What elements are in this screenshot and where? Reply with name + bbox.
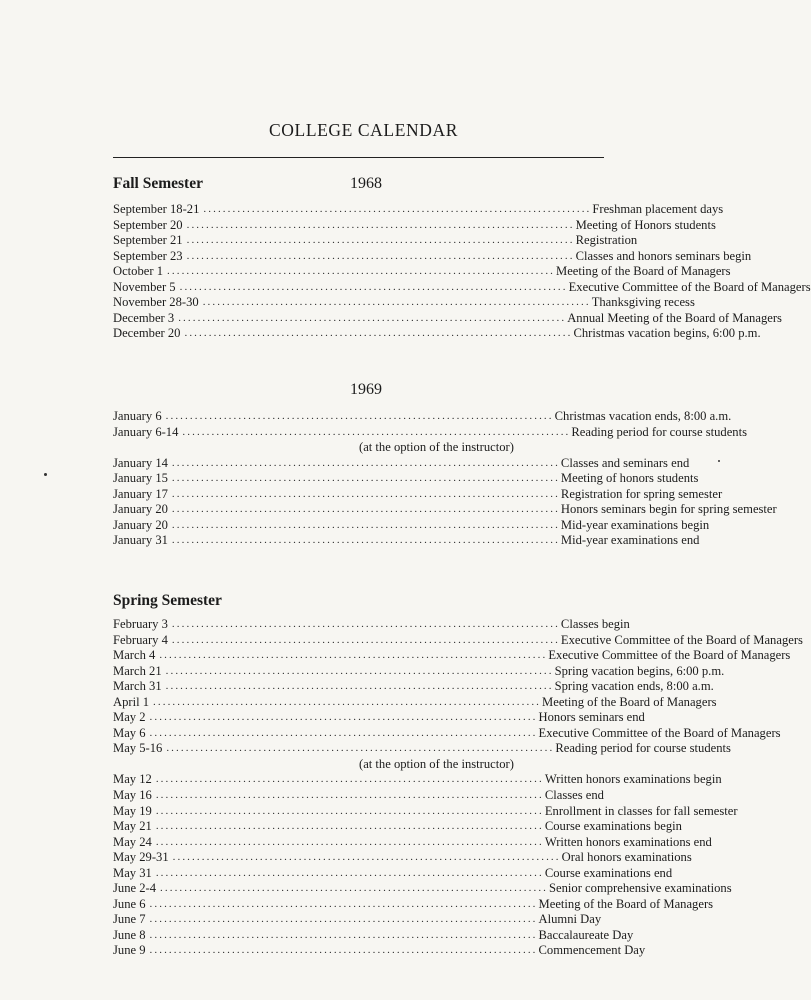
date-cell <box>113 897 538 913</box>
spring-calendar-list <box>113 617 803 959</box>
leader-dots: ................................................................................ <box>184 327 573 340</box>
event-text: Meeting of honors students <box>560 471 699 486</box>
winter-calendar-list <box>113 409 777 549</box>
event-text: Registration for spring semester <box>560 486 723 501</box>
fall-calendar-list <box>113 202 811 342</box>
leader-dots: ................................................................................ <box>160 882 549 895</box>
calendar-row <box>113 632 803 649</box>
event-text: Executive Committee of the Board of Managers <box>548 648 791 663</box>
calendar-row <box>113 502 777 518</box>
date-cell <box>113 726 538 742</box>
leader-dots: ................................................................................ <box>149 726 538 739</box>
event-text: Meeting of Honors students <box>575 217 716 232</box>
calendar-row <box>113 326 761 342</box>
calendar-row <box>113 725 781 742</box>
leader-dots: ................................................................................ <box>149 928 538 941</box>
event-text: Executive Committee of the Board of Managers <box>538 725 781 740</box>
calendar-row <box>113 865 673 882</box>
date-cell <box>113 912 538 928</box>
event-text: Reading period for course students <box>555 741 731 756</box>
leader-dots: ................................................................................ <box>149 913 538 926</box>
event-text: Mid-year examinations begin <box>560 517 710 532</box>
date-cell <box>113 943 538 959</box>
date-text: May 2 <box>113 710 146 725</box>
calendar-row <box>113 409 732 425</box>
date-cell <box>113 679 554 695</box>
calendar-row <box>113 803 738 820</box>
event-text: Spring vacation ends, 8:00 a.m. <box>554 679 714 694</box>
event-text: Commencement Day <box>538 943 646 958</box>
leader-dots: ................................................................................ <box>155 835 544 848</box>
event-text: Executive Committee of the Board of Managers <box>568 279 811 294</box>
leader-dots: ................................................................................ <box>155 820 544 833</box>
calendar-row <box>113 912 613 928</box>
leader-dots: ................................................................................ <box>171 633 560 646</box>
leader-dots: ................................................................................ <box>171 472 560 485</box>
calendar-row <box>113 248 752 265</box>
date-text: May 29-31 <box>113 850 169 865</box>
date-text: September 20 <box>113 217 183 232</box>
date-text: May 24 <box>113 834 152 849</box>
calendar-row <box>113 471 699 487</box>
date-cell <box>113 456 560 472</box>
calendar-row <box>113 819 682 835</box>
date-text: March 31 <box>113 679 162 694</box>
event-text: Annual Meeting of the Board of Managers <box>567 310 782 325</box>
leader-dots: ................................................................................ <box>202 296 591 309</box>
event-text: Christmas vacation ends, 8:00 a.m. <box>554 409 732 423</box>
date-text: September 18-21 <box>113 202 200 216</box>
calendar-row <box>113 663 725 680</box>
calendar-row <box>113 710 645 726</box>
date-text: May 5-16 <box>113 741 163 756</box>
calendar-row <box>113 694 717 711</box>
calendar-row <box>113 943 646 959</box>
date-text: January 17 <box>113 486 168 501</box>
date-cell <box>113 249 575 265</box>
date-text: May 31 <box>113 865 152 880</box>
date-text: March 4 <box>113 648 156 663</box>
leader-dots: ................................................................................ <box>178 311 567 324</box>
event-text: (at the option of the instructor) <box>359 440 514 455</box>
leader-dots: ................................................................................ <box>171 534 560 547</box>
date-text: February 4 <box>113 632 168 647</box>
date-cell <box>113 664 554 680</box>
date-cell <box>113 425 570 441</box>
date-text: December 3 <box>113 310 175 325</box>
date-text: June 2-4 <box>113 881 157 896</box>
calendar-row <box>113 233 638 249</box>
date-text: September 21 <box>113 233 183 248</box>
event-text: Honors seminars begin for spring semester <box>560 502 777 517</box>
calendar-row <box>113 295 695 311</box>
date-cell <box>113 264 555 280</box>
date-cell <box>113 202 591 218</box>
calendar-row <box>113 455 690 472</box>
event-text: Classes end <box>544 788 604 803</box>
date-cell <box>113 757 316 773</box>
date-cell <box>113 533 560 549</box>
date-cell <box>113 772 544 788</box>
leader-dots: ................................................................................ <box>165 664 554 677</box>
event-text: (at the option of the instructor) <box>359 756 514 771</box>
date-cell <box>113 487 560 503</box>
calendar-row <box>113 679 714 695</box>
date-cell <box>113 633 560 649</box>
calendar-row <box>113 617 630 633</box>
calendar-row <box>113 310 782 327</box>
leader-dots: ................................................................................ <box>171 503 560 516</box>
fall-semester-heading: Fall Semester <box>113 175 203 192</box>
event-text: Course examinations end <box>544 865 673 880</box>
date-cell <box>113 502 560 518</box>
leader-dots: ................................................................................ <box>149 711 538 724</box>
event-text: Meeting of the Board of Managers <box>542 694 717 709</box>
calendar-row <box>113 881 732 897</box>
event-text: Thanksgiving recess <box>591 295 695 310</box>
calendar-row <box>113 927 634 944</box>
date-text: February 3 <box>113 617 168 631</box>
date-cell <box>113 835 544 851</box>
date-text: June 7 <box>113 912 146 927</box>
date-cell <box>113 804 544 820</box>
paper-speck <box>718 460 720 462</box>
leader-dots: ................................................................................ <box>179 280 568 293</box>
leader-dots: ................................................................................ <box>171 618 560 630</box>
leader-dots: ................................................................................ <box>167 265 556 278</box>
event-text: Written honors examinations begin <box>544 772 722 787</box>
date-text: May 16 <box>113 788 152 803</box>
page-title: COLLEGE CALENDAR <box>269 120 458 140</box>
leader-dots: ................................................................................ <box>203 203 592 215</box>
calendar-row <box>113 850 692 866</box>
date-cell <box>113 471 560 487</box>
date-cell <box>113 850 561 866</box>
date-cell <box>113 695 541 711</box>
calendar-row <box>113 788 613 804</box>
date-text: November 28-30 <box>113 295 199 310</box>
calendar-row <box>113 440 613 456</box>
event-text: Mid-year examinations end <box>560 533 700 548</box>
date-text: December 20 <box>113 326 181 341</box>
event-text: Registration <box>575 233 638 248</box>
date-cell <box>113 440 316 456</box>
calendar-row <box>113 896 714 913</box>
leader-dots: ................................................................................ <box>155 789 544 802</box>
event-text: Christmas vacation begins, 6:00 p.m. <box>573 326 761 341</box>
date-cell <box>113 295 591 311</box>
year-1968: 1968 <box>350 175 382 192</box>
date-cell <box>113 866 544 882</box>
date-text: June 9 <box>113 943 146 958</box>
date-cell <box>113 788 544 804</box>
calendar-row <box>113 202 724 218</box>
leader-dots: ................................................................................ <box>165 410 554 422</box>
date-cell <box>113 409 554 425</box>
event-text: Spring vacation begins, 6:00 p.m. <box>554 663 725 678</box>
leader-dots: ................................................................................ <box>171 487 560 500</box>
date-cell <box>113 648 547 664</box>
date-cell <box>113 928 538 944</box>
date-text: January 14 <box>113 455 168 470</box>
date-cell <box>113 710 538 726</box>
date-text: January 15 <box>113 471 168 486</box>
date-text: June 6 <box>113 896 146 911</box>
calendar-row <box>113 834 712 851</box>
date-text: January 20 <box>113 517 168 532</box>
event-text: Baccalaureate Day <box>538 927 634 942</box>
leader-dots: ................................................................................ <box>171 456 560 469</box>
date-cell <box>113 280 568 296</box>
event-text: Course examinations begin <box>544 819 682 834</box>
event-text: Freshman placement days <box>592 202 724 216</box>
date-text: April 1 <box>113 694 150 709</box>
date-cell <box>113 617 560 633</box>
calendar-row <box>113 486 723 503</box>
year-1969: 1969 <box>350 381 382 398</box>
calendar-row <box>113 517 710 534</box>
date-text: November 5 <box>113 279 176 294</box>
event-text: Classes and honors seminars begin <box>575 248 752 263</box>
leader-dots: ................................................................................ <box>171 518 560 531</box>
date-text: October 1 <box>113 264 164 279</box>
date-cell <box>113 741 554 757</box>
leader-dots: ................................................................................ <box>172 851 561 864</box>
date-cell <box>113 233 575 249</box>
leader-dots: ................................................................................ <box>153 695 542 708</box>
event-text: Enrollment in classes for fall semester <box>544 803 738 818</box>
date-text: September 23 <box>113 248 183 263</box>
paper-speck <box>44 473 47 476</box>
date-cell <box>113 518 560 534</box>
date-text: January 6-14 <box>113 424 179 439</box>
leader-dots: ................................................................................ <box>159 649 548 662</box>
date-cell <box>113 311 566 327</box>
event-text: Honors seminars end <box>538 710 645 725</box>
event-text: Oral honors examinations <box>561 850 692 865</box>
calendar-row <box>113 424 747 441</box>
date-text: June 8 <box>113 927 146 942</box>
calendar-row <box>113 648 791 664</box>
leader-dots: ................................................................................ <box>186 249 575 262</box>
date-text: January 6 <box>113 409 162 423</box>
event-text: Written honors examinations end <box>544 834 712 849</box>
spring-semester-heading: Spring Semester <box>113 592 222 609</box>
date-text: January 31 <box>113 533 168 548</box>
leader-dots: ................................................................................ <box>155 866 544 879</box>
date-cell <box>113 326 572 342</box>
leader-dots: ................................................................................ <box>165 680 554 693</box>
calendar-row <box>113 741 731 757</box>
event-text: Classes and seminars end <box>560 455 690 470</box>
leader-dots: ................................................................................ <box>155 804 544 817</box>
event-text: Senior comprehensive examinations <box>549 881 732 896</box>
calendar-row <box>113 217 716 234</box>
date-cell <box>113 218 575 234</box>
leader-dots: ................................................................................ <box>186 218 575 231</box>
event-text: Alumni Day <box>538 912 602 927</box>
date-text: May 21 <box>113 819 152 834</box>
calendar-row <box>113 533 700 549</box>
event-text: Classes begin <box>560 617 630 631</box>
title-rule <box>113 157 604 158</box>
date-text: January 20 <box>113 502 168 517</box>
calendar-row <box>113 279 811 296</box>
event-text: Meeting of the Board of Managers <box>556 264 731 279</box>
leader-dots: ................................................................................ <box>186 234 575 247</box>
leader-dots: ................................................................................ <box>182 425 571 438</box>
event-text: Executive Committee of the Board of Managers <box>560 632 803 647</box>
date-cell <box>113 819 544 835</box>
date-text: May 19 <box>113 803 152 818</box>
calendar-row <box>113 772 722 788</box>
calendar-row <box>113 757 613 773</box>
leader-dots: ................................................................................ <box>155 773 544 786</box>
leader-dots: ................................................................................ <box>149 897 538 910</box>
event-text: Reading period for course students <box>571 424 747 439</box>
date-text: March 21 <box>113 663 162 678</box>
calendar-row <box>113 264 731 280</box>
date-cell <box>113 881 548 897</box>
date-text: May 12 <box>113 772 152 787</box>
date-text: May 6 <box>113 725 146 740</box>
event-text: Meeting of the Board of Managers <box>538 896 714 911</box>
leader-dots: ................................................................................ <box>149 944 538 957</box>
leader-dots: ................................................................................ <box>166 742 555 755</box>
